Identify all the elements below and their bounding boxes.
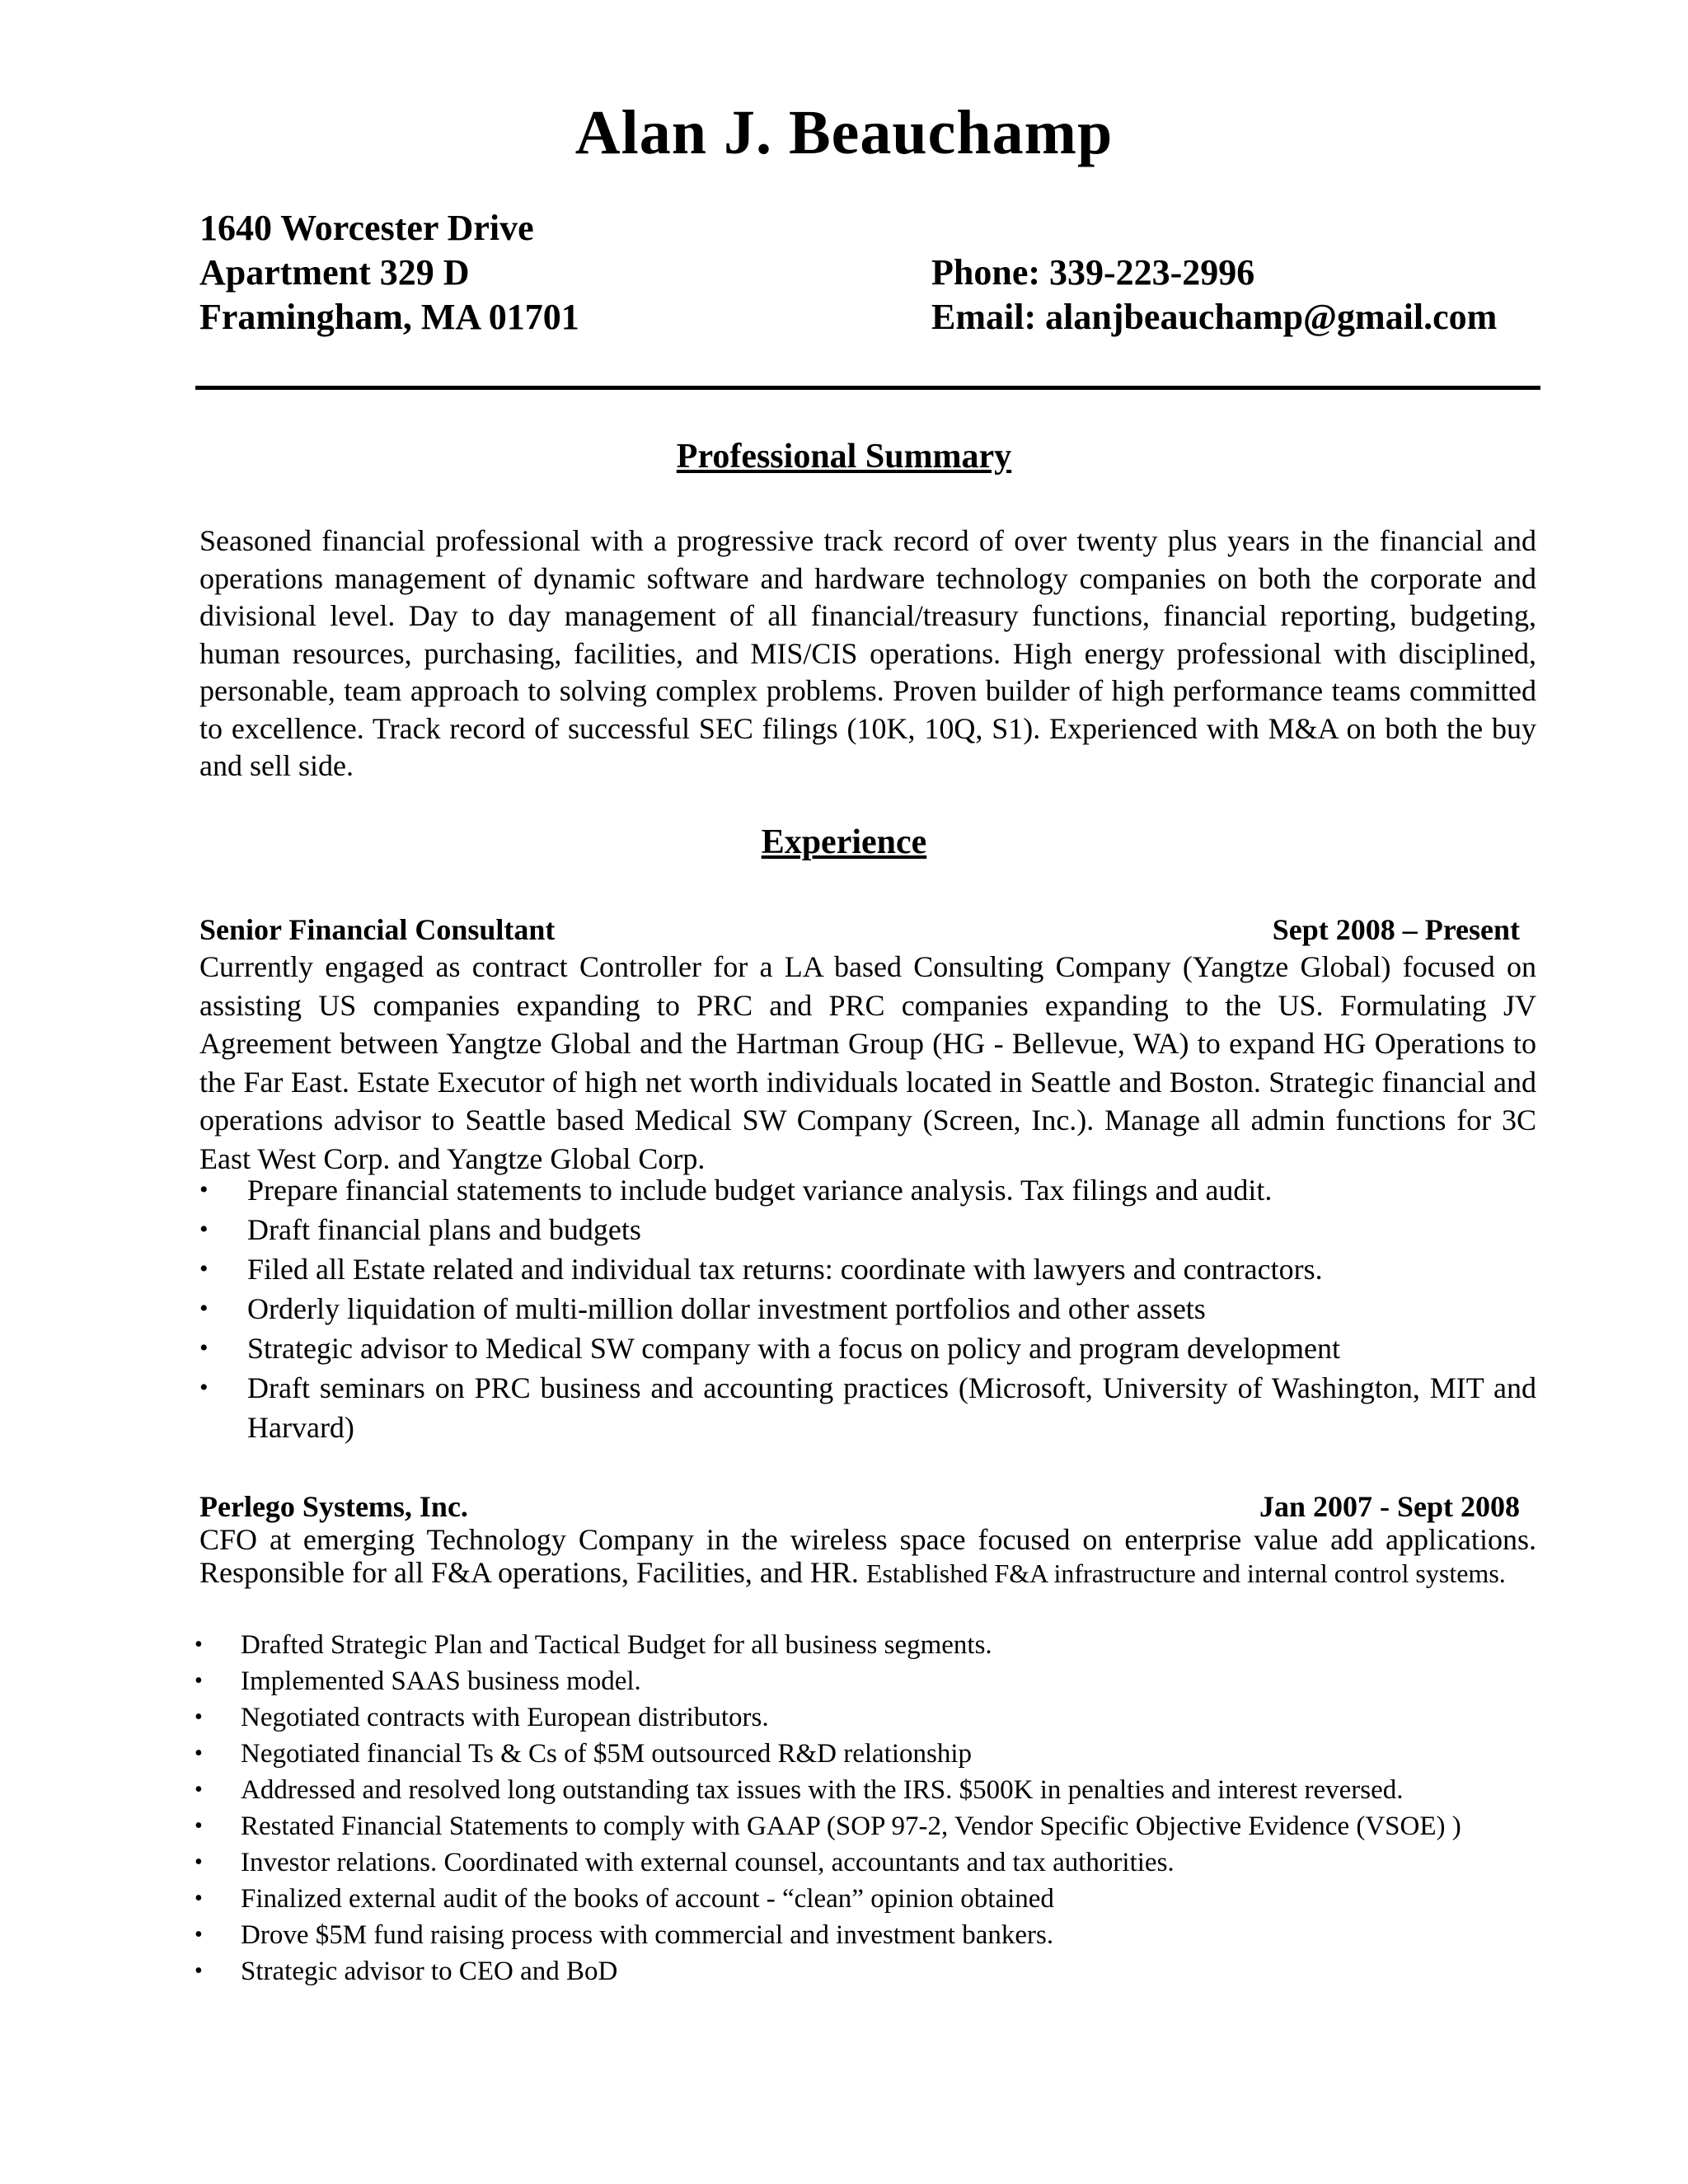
job-dates: Jan 2007 - Sept 2008	[1259, 1490, 1520, 1523]
bullet-icon: •	[199, 1255, 209, 1282]
bullet-text: Investor relations. Coordinated with external counsel, accountants and tax authorities.	[241, 1848, 1175, 1877]
address-street: 1640 Worcester Drive	[199, 208, 534, 248]
email-address: Email: alanjbeauchamp@gmail.com	[931, 297, 1498, 337]
bullet-text: Negotiated financial Ts & Cs of $5M outsourced R&D relationship	[241, 1739, 973, 1769]
list-item	[191, 1772, 1543, 1808]
list-item	[191, 1736, 1543, 1772]
job-bullet-list	[191, 1627, 1543, 1990]
bullet-text: Strategic advisor to CEO and BoD	[241, 1957, 618, 1986]
bullet-icon: •	[199, 1216, 209, 1243]
bullet-text: Drafted Strategic Plan and Tactical Budget for all business segments.	[241, 1630, 992, 1660]
bullet-icon: •	[195, 1668, 203, 1694]
bullet-text: Prepare financial statements to include budget variance analysis. Tax filings and audit.	[247, 1174, 1273, 1207]
list-item	[191, 1953, 1543, 1990]
summary-heading: Professional Summary	[676, 438, 1012, 476]
job-description	[199, 1523, 1536, 1590]
job-description-main: CFO at emerging Technology Company in the wireless space focused on enterprise value add applications. Responsible for all F&A operations, Facilities, and HR.	[199, 1523, 1536, 1589]
experience-heading: Experience	[761, 823, 927, 861]
job-title: Senior Financial Consultant	[199, 913, 556, 946]
bullet-text: Strategic advisor to Medical SW company with a focus on policy and program development	[247, 1332, 1341, 1365]
job-bullet-list	[199, 1170, 1536, 1447]
bullet-icon: •	[195, 1958, 203, 1984]
list-item	[191, 1881, 1543, 1917]
address-city: Framingham, MA 01701	[199, 297, 579, 337]
list-item	[199, 1210, 1536, 1249]
list-item	[199, 1368, 1536, 1447]
bullet-icon: •	[195, 1632, 203, 1657]
job-title: Perlego Systems, Inc.	[199, 1490, 468, 1523]
list-item	[199, 1170, 1536, 1210]
header-divider	[195, 386, 1540, 390]
bullet-text: Orderly liquidation of multi-million dollar investment portfolios and other assets	[247, 1292, 1206, 1325]
bullet-icon: •	[195, 1777, 203, 1802]
job-description-tail: Established F&A infrastructure and internal control systems.	[865, 1558, 1506, 1588]
bullet-text: Filed all Estate related and individual tax returns: coordinate with lawyers and contractors.	[247, 1253, 1323, 1286]
bullet-text: Restated Financial Statements to comply with GAAP (SOP 97-2, Vendor Specific Objective Evidence (VSOE) )	[241, 1811, 1461, 1841]
candidate-name: Alan J. Beauchamp	[574, 98, 1114, 167]
list-item	[191, 1663, 1543, 1699]
list-item	[199, 1249, 1536, 1289]
bullet-text: Drove $5M fund raising process with commercial and investment bankers.	[241, 1920, 1054, 1950]
bullet-icon: •	[199, 1334, 209, 1361]
bullet-text: Draft financial plans and budgets	[247, 1213, 641, 1246]
address-block	[199, 206, 579, 340]
bullet-icon: •	[199, 1374, 209, 1401]
bullet-icon: •	[195, 1704, 203, 1730]
bullet-icon: •	[195, 1813, 203, 1839]
address-apartment: Apartment 329 D	[199, 252, 470, 293]
contact-block	[931, 251, 1497, 340]
list-item	[191, 1699, 1543, 1736]
bullet-icon: •	[195, 1886, 203, 1911]
job-description: Currently engaged as contract Controller for a LA based Consulting Company (Yangtze Global) focused on assisting US companies expanding to PRC and PRC companies expanding to the US. Formulating JV Agreement between Yangtze Global and the Hartman Group (HG - Bellevue, WA) to expand HG Operations to the Far East. Estate Executor of high net worth individuals located in Seattle and Boston. Strategic financial and operations advisor to Seattle based Medical SW Company (Screen, Inc.). Manage all admin functions for 3C East West Corp. and Yangtze Global Corp.	[199, 950, 1536, 1175]
bullet-icon: •	[199, 1295, 209, 1322]
bullet-icon: •	[195, 1741, 203, 1766]
summary-text: Seasoned financial professional with a progressive track record of over twenty plus years in the financial and operations management of dynamic software and hardware technology companies on both the corporate and divisional level. Day to day management of all financial/treasury functions, financial reporting, budgeting, human resources, purchasing, facilities, and MIS/CIS operations. High energy professional with disciplined, personable, team approach to solving complex problems. Proven builder of high performance teams committed to excellence. Track record of successful SEC filings (10K, 10Q, S1). Experienced with M&A on both the buy and sell side.	[199, 524, 1536, 782]
bullet-text: Addressed and resolved long outstanding tax issues with the IRS. $500K in penalties and interest reversed.	[241, 1775, 1404, 1805]
bullet-icon: •	[199, 1176, 209, 1203]
bullet-icon: •	[195, 1849, 203, 1875]
bullet-text: Draft seminars on PRC business and accounting practices (Microsoft, University of Washington, MIT and Harvard)	[247, 1371, 1536, 1444]
bullet-text: Negotiated contracts with European distributors.	[241, 1703, 769, 1732]
bullet-text: Finalized external audit of the books of account - “clean” opinion obtained	[241, 1884, 1054, 1914]
list-item	[191, 1808, 1543, 1844]
phone-number: Phone: 339-223-2996	[931, 252, 1255, 293]
bullet-text: Implemented SAAS business model.	[241, 1666, 641, 1696]
list-item	[191, 1844, 1543, 1881]
list-item	[199, 1329, 1536, 1368]
list-item	[191, 1917, 1543, 1953]
bullet-icon: •	[195, 1922, 203, 1947]
list-item	[191, 1627, 1543, 1663]
job-dates: Sept 2008 – Present	[1272, 913, 1520, 946]
list-item	[199, 1289, 1536, 1329]
